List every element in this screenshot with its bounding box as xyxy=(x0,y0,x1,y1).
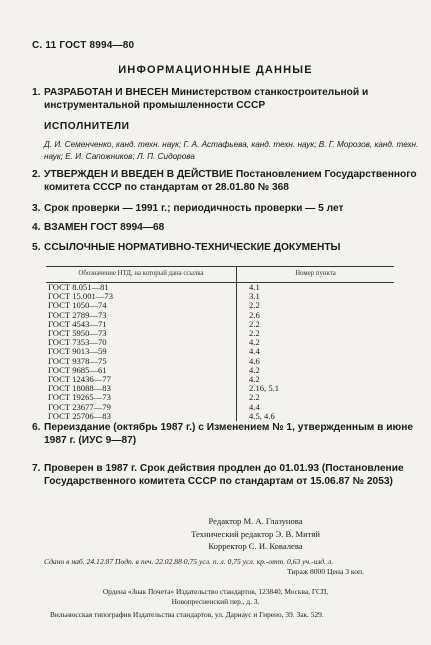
document-cell: ГОСТ 5950—73 xyxy=(46,329,237,338)
print-run-line: Тираж 8000 Цена 3 коп. xyxy=(287,567,364,576)
section-3 xyxy=(32,202,422,215)
publisher-address-line: Новопресненский пер., д. 3. xyxy=(171,597,260,606)
table-row xyxy=(46,412,394,421)
document-cell: ГОСТ 19265—73 xyxy=(46,393,237,402)
clause-cell: 2.16, 5.1 xyxy=(249,383,280,394)
clause-cell: 4.2 xyxy=(249,364,260,375)
authors-list: Д. И. Семенченко, канд. техн. наук; Г. А. Астафьева, канд. техн. наук; В. Г. Морозов, канд. техн. наук; Е. И. Сапожников; Л. П. Сидорова xyxy=(44,140,419,161)
publisher-line: Ордена «Знак Почета» Издательство стандартов, 123840, Москва, ГСП, xyxy=(102,587,329,596)
section-5 xyxy=(32,241,422,254)
document-cell: ГОСТ 18088—83 xyxy=(46,384,237,393)
section-number: 4. xyxy=(32,222,41,233)
proofreader-line: Корректор С. И. Ковалева xyxy=(208,541,303,551)
document-cell: ГОСТ 1050—74 xyxy=(46,301,237,310)
document-cell: ГОСТ 9685—61 xyxy=(46,366,237,375)
section-1 xyxy=(32,86,422,112)
section-number: 3. xyxy=(32,203,41,214)
document-cell: ГОСТ 7353—70 xyxy=(46,338,237,347)
clause-cell: 2.2 xyxy=(249,300,260,311)
section-text: ССЫЛОЧНЫЕ НОРМАТИВНО-ТЕХНИЧЕСКИЕ ДОКУМЕНТЫ xyxy=(44,242,341,253)
section-text: УТВЕРЖДЕН И ВВЕДЕН В ДЕЙСТВИЕ Постановлением Государственного комитета СССР по стандартам от 28.01.80 № 368 xyxy=(44,169,417,193)
section-text: ВЗАМЕН ГОСТ 8994—68 xyxy=(44,222,165,233)
editors-block xyxy=(0,515,431,553)
document-cell: ГОСТ 23677—79 xyxy=(46,403,237,412)
section-text: Переиздание (октябрь 1987 г.) с Изменением № 1, утвержденным в июне 1987 г. (ИУС 9—87) xyxy=(44,422,414,446)
clause-cell: 4.1 xyxy=(249,282,260,292)
section-6 xyxy=(32,421,422,447)
clause-cell: 4.4 xyxy=(249,346,260,357)
clause-cell: 4.2 xyxy=(249,337,260,348)
document-cell: ГОСТ 8.051—81 xyxy=(46,283,237,293)
clause-cell: 2.6 xyxy=(249,309,260,320)
clause-cell: 2.2 xyxy=(249,328,260,339)
clause-cell: 4.5, 4.6 xyxy=(249,410,275,421)
clause-cell: 2.2 xyxy=(249,392,260,403)
imprint-block xyxy=(44,557,424,577)
document-cell: ГОСТ 2789—73 xyxy=(46,311,237,320)
table-header-row xyxy=(46,267,394,283)
section-text: Срок проверки — 1991 г.; периодичность проверки — 5 лет xyxy=(44,203,344,214)
clause-cell: 4.4 xyxy=(249,401,260,412)
publisher-block xyxy=(0,587,431,607)
clause-cell: 3.1 xyxy=(249,291,260,302)
document-cell: ГОСТ 9013—59 xyxy=(46,347,237,356)
column-header-clause: Номер пункта xyxy=(237,267,395,283)
clause-cell: 4.2 xyxy=(249,374,260,385)
executors-heading: ИСПОЛНИТЕЛИ xyxy=(44,121,130,132)
section-number: 1. xyxy=(32,87,41,98)
document-cell: ГОСТ 25706—83 xyxy=(46,412,237,421)
section-4 xyxy=(32,221,422,234)
section-text: РАЗРАБОТАН И ВНЕСЕН Министерством станкостроительной и инструментальной промышленности СССР xyxy=(44,87,369,111)
imprint-line: Сдано в наб. 24.12.87 Подп. в печ. 22.02.88 0,75 усл. п. л. 0,75 усл. кр.-отт. 0,63 уч.-изд. л. xyxy=(44,557,334,566)
document-cell: ГОСТ 12436—77 xyxy=(46,375,237,384)
reference-documents-table xyxy=(46,266,394,421)
technical-editor-line: Технический редактор Э. В. Митяй xyxy=(191,528,320,539)
section-number: 2. xyxy=(32,169,41,180)
section-number: 5. xyxy=(32,242,41,253)
column-header-document: Обозначение НТД, на который дана ссылка xyxy=(46,267,237,283)
document-title: ИНФОРМАЦИОННЫЕ ДАННЫЕ xyxy=(118,64,313,76)
page-header: С. 11 ГОСТ 8994—80 xyxy=(32,40,135,51)
section-2 xyxy=(32,168,422,194)
section-number: 7. xyxy=(32,463,41,474)
clause-cell: 2.2 xyxy=(249,318,260,329)
section-text: Проверен в 1987 г. Срок действия продлен до 01.01.93 (Постановление Государственного комитета СССР по стандартам от 15.06.87 № 2053) xyxy=(44,463,404,487)
printing-house-line: Вильнюсская типография Издательства стандартов, ул. Дариаус и Гирено, 39. Зак. 529. xyxy=(50,610,324,619)
section-7 xyxy=(32,462,422,488)
document-cell: ГОСТ 15.001—73 xyxy=(46,292,237,301)
section-number: 6. xyxy=(32,422,41,433)
clause-cell: 4.6 xyxy=(249,355,260,366)
document-cell: ГОСТ 9378—75 xyxy=(46,357,237,366)
editor-line: Редактор М. А. Глазунова xyxy=(208,516,303,526)
document-cell: ГОСТ 4543—71 xyxy=(46,320,237,329)
